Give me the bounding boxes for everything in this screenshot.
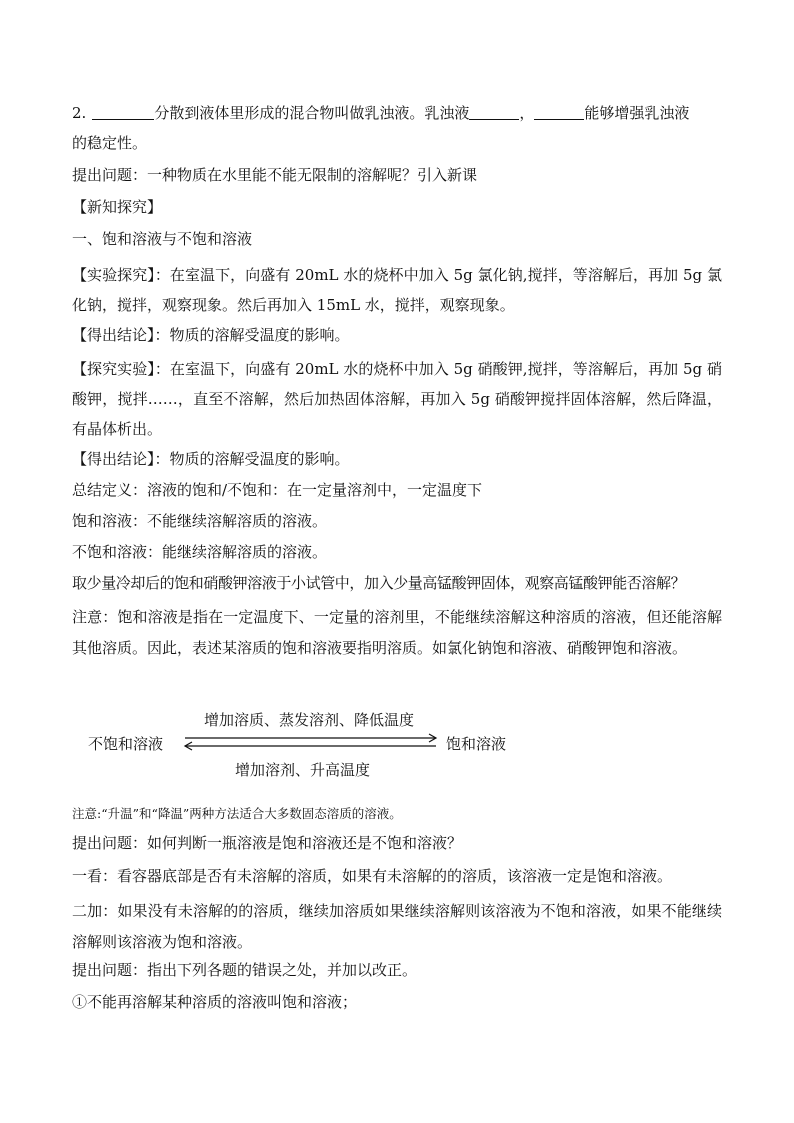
question-2-cont: 的稳定性。 xyxy=(72,134,148,152)
question-number: 2. xyxy=(72,104,87,122)
question-text: 能够增强乳浊液 xyxy=(584,104,690,122)
definition: 总结定义：溶液的饱和/不饱和：在一定量溶剂中，一定温度下 xyxy=(72,481,483,499)
conclusion-2: 【得出结论】：物质的溶解受温度的影响。 xyxy=(72,450,350,468)
note-temperature: 注意:“升温”和“降温”两种方法适合大多数固态溶质的溶液。 xyxy=(72,806,402,821)
note-paragraph: 注意：饱和溶液是指在一定温度下、一定量的溶剂里，不能继续溶解这种溶质的溶液，但还能溶解其他溶质。因此，表述某溶质的饱和溶液要指明溶质。如氯化钠饱和溶液、硝酸钾饱和溶液。 xyxy=(72,608,722,657)
section-heading: 【新知探究】 xyxy=(72,198,163,216)
unsaturated-label: 不饱和溶液 xyxy=(88,735,164,753)
question-line: 提出问题：一种物质在水里能不能无限制的溶解呢？引入新课 xyxy=(72,166,478,184)
backward-arrow xyxy=(185,742,436,750)
top-condition-label: 增加溶质、蒸发溶剂、降低温度 xyxy=(204,711,415,729)
unsaturated-def: 不饱和溶液：能继续溶解溶质的溶液。 xyxy=(72,543,328,561)
question-line: 提出问题：指出下列各题的错误之处，并加以改正。 xyxy=(72,961,418,979)
experiment-kmno4: 取少量冷却后的饱和硝酸钾溶液于小试管中，加入少量高锰酸钾固体，观察高锰酸钾能否溶解？ xyxy=(72,574,686,592)
method-add: 二加：如果没有未溶解的的溶质，继续加溶质如果继续溶解则该溶液为不饱和溶液，如果不能继续溶解则该溶液为饱和溶液。 xyxy=(72,902,722,951)
question-text: 分散到液体里形成的混合物叫做乳浊液。乳浊液 xyxy=(154,104,470,122)
conversion-diagram xyxy=(72,700,722,790)
conclusion-1: 【得出结论】：物质的溶解受温度的影响。 xyxy=(72,326,350,344)
question-2 xyxy=(72,102,722,124)
fill-blank[interactable] xyxy=(92,104,154,120)
fill-blank[interactable] xyxy=(469,104,519,120)
question-line: 提出问题：如何判断一瓶溶液是饱和溶液还是不饱和溶液？ xyxy=(72,834,463,852)
fill-blank[interactable] xyxy=(534,104,584,120)
bottom-condition-label: 增加溶剂、升高温度 xyxy=(235,761,371,779)
subsection-heading: 一、饱和溶液与不饱和溶液 xyxy=(72,230,253,248)
saturated-label: 饱和溶液 xyxy=(446,735,507,753)
arrows xyxy=(72,700,722,790)
forward-arrow xyxy=(185,734,436,742)
experiment-2: 【探究实验】：在室温下，向盛有 20mL 水的烧杯中加入 5g 硝酸钾,搅拌，等溶解后，再加 5g 硝酸钾，搅拌……，直至不溶解，然后加热固体溶解，再加入 5g 硝酸钾搅拌固体溶解，然后降温，有晶体析出。 xyxy=(72,360,722,438)
method-look: 一看：看容器底部是否有未溶解的溶质，如果有未溶解的的溶质，该溶液一定是饱和溶液。 xyxy=(72,867,673,885)
separator: ， xyxy=(519,104,535,122)
list-item: ①不能再溶解某种溶质的溶液叫饱和溶液； xyxy=(72,993,358,1011)
saturated-def: 饱和溶液：不能继续溶解溶质的溶液。 xyxy=(72,512,328,530)
experiment-1: 【实验探究】：在室温下，向盛有 20mL 水的烧杯中加入 5g 氯化钠,搅拌，等溶解后，再加 5g 氯化钠，搅拌，观察现象。然后再加入 15mL 水，搅拌，观察现象。 xyxy=(72,266,722,314)
